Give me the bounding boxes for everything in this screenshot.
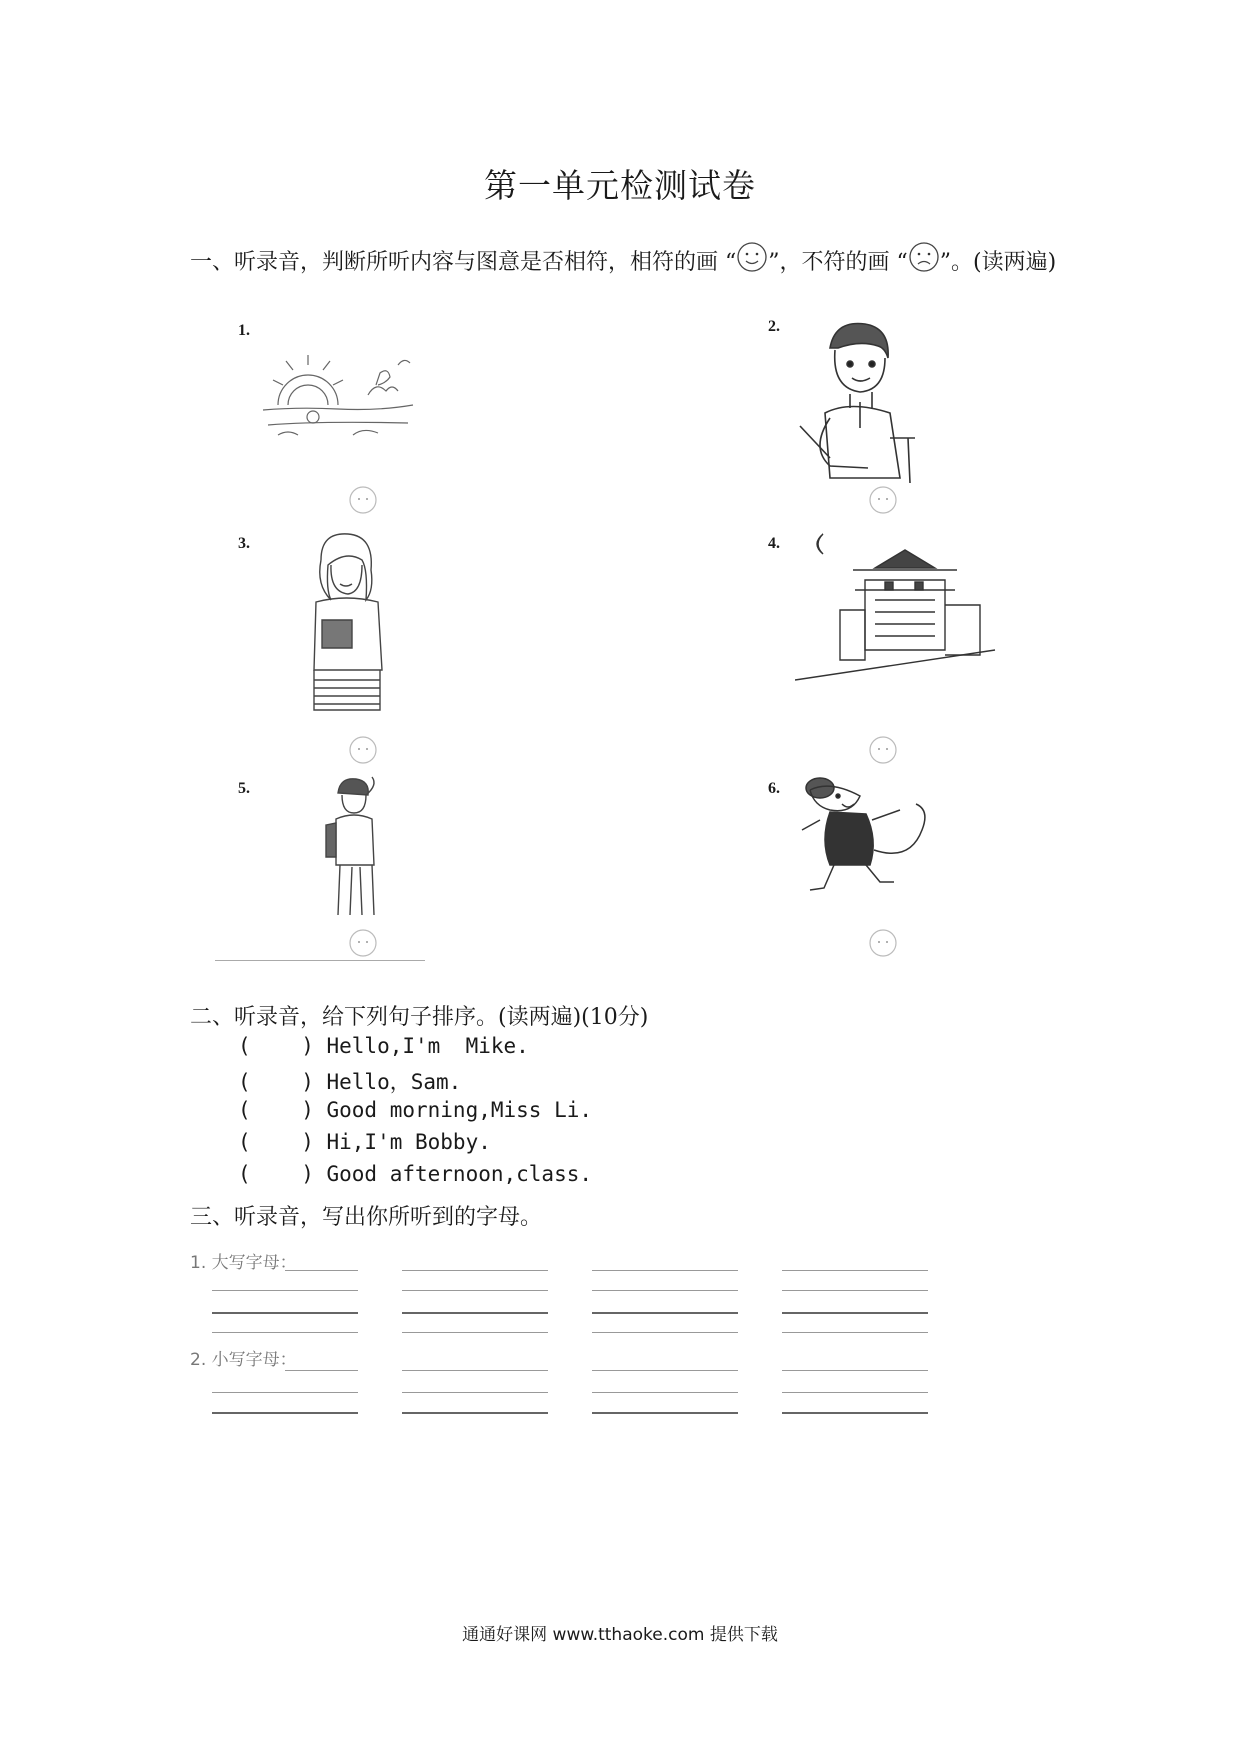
smile-face-icon	[736, 241, 768, 277]
item-3-number: 3.	[238, 535, 250, 552]
item-5-number: 5.	[238, 780, 250, 797]
uppercase-label: 1. 大写字母：	[190, 1253, 297, 1273]
boy-backpack-picture	[320, 775, 390, 925]
sunrise-bird-picture	[258, 335, 418, 445]
sentence-item[interactable]: ( ) Hello，Sam.	[238, 1070, 462, 1094]
section1-text-before: 一、听录音，判断所听内容与图意是否相符，相符的画 “	[190, 250, 737, 275]
answer-face-icon[interactable]	[348, 485, 378, 515]
item-2-number: 2.	[768, 318, 780, 335]
item-6-number: 6.	[768, 780, 780, 797]
answer-face-icon[interactable]	[868, 735, 898, 765]
section1-instruction	[190, 241, 1056, 277]
item-1-number: 1.	[238, 322, 250, 339]
lowercase-label: 2. 小写字母：	[190, 1350, 297, 1370]
answer-face-icon[interactable]	[348, 735, 378, 765]
answer-face-icon[interactable]	[868, 485, 898, 515]
sentence-item[interactable]: ( ) Hello,I'm Mike.	[238, 1034, 529, 1058]
sentence-item[interactable]: ( ) Good afternoon,class.	[238, 1162, 593, 1186]
section2-heading: 二、听录音，给下列句子排序。(读两遍)(10分)	[190, 1005, 649, 1030]
school-building-picture	[795, 530, 1005, 690]
section1-text-after: ”。(读两遍)	[939, 250, 1057, 275]
woman-teacher-picture	[296, 530, 396, 725]
sentence-item[interactable]: ( ) Hi,I'm Bobby.	[238, 1130, 491, 1154]
boy-picture	[790, 318, 930, 488]
item-4-number: 4.	[768, 535, 780, 552]
answer-face-icon[interactable]	[868, 928, 898, 958]
footer-text: 通通好课网 www.tthaoke.com 提供下载	[462, 1625, 778, 1645]
section1-text-middle: ”，不符的画 “	[768, 250, 908, 275]
sad-face-icon	[908, 241, 940, 277]
section3-heading: 三、听录音，写出你所听到的字母。	[190, 1205, 543, 1230]
page-title: 第一单元检测试卷	[484, 166, 756, 205]
answer-face-icon[interactable]	[348, 928, 378, 958]
cartoon-mouse-picture	[790, 770, 940, 900]
sentence-item[interactable]: ( ) Good morning,Miss Li.	[238, 1098, 593, 1122]
